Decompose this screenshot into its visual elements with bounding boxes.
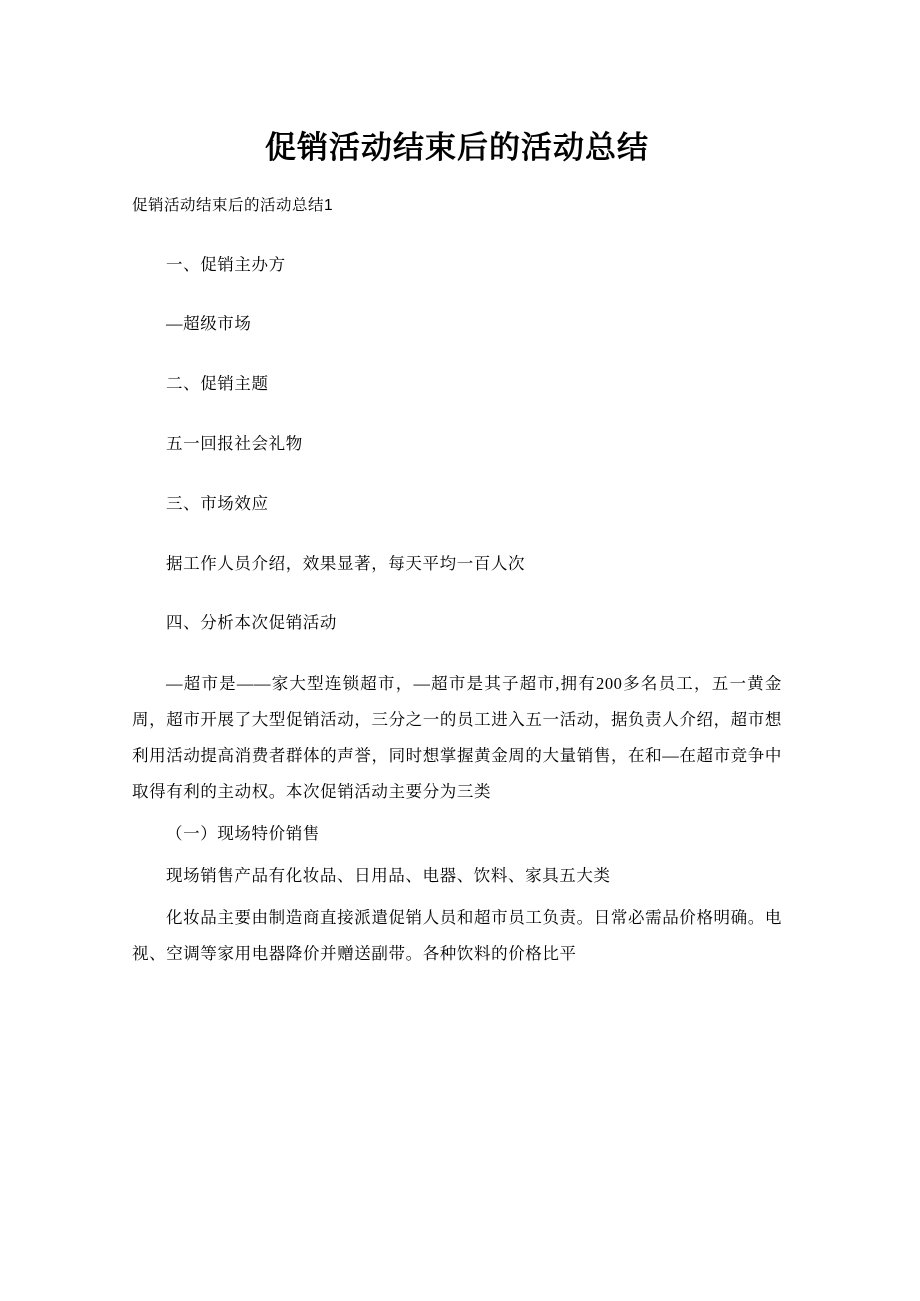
paragraph-onsite-details: 化妆品主要由制造商直接派遣促销人员和超市员工负责。日常必需品价格明确。电视、空调等家用电器降价并赠送副带。各种饮料的价格比平 (132, 908, 782, 964)
section-heading-theme: 二、促销主题 (166, 374, 269, 394)
page-title: 促销活动结束后的活动总结 (265, 130, 649, 165)
paragraph-onsite-categories: 现场销售产品有化妆品、日用品、电器、饮料、家具五大类 (166, 866, 611, 886)
section-heading-analysis: 四、分析本次促销活动 (166, 613, 337, 633)
section-text-market-effect: 据工作人员介绍，效果显著，每天平均一百人次 (166, 553, 526, 573)
section-text-theme-name: 五一回报社会礼物 (166, 433, 303, 453)
section-text-sponsor-name: —超级市场 (166, 314, 252, 334)
document-subtitle: 促销活动结束后的活动总结1 (132, 197, 334, 215)
paragraph-analysis-intro: —超市是——家大型连锁超市，—超市是其子超市,拥有200多名员工，五一黄金周，超市开展了大型促销活动，三分之一的员工进入五一活动，据负责人介绍，超市想利用活动提高消费者群体的声誉，同时想掌握黄金周的大量销售，在和—在超市竞争中取得有利的主动权。本次促销活动主要分为三类 (132, 674, 782, 802)
section-heading-sponsor: 一、促销主办方 (166, 254, 286, 274)
section-heading-market-effect: 三、市场效应 (166, 493, 269, 513)
paragraph-subsection-onsite-sale: （一）现场特价销售 (166, 824, 320, 844)
